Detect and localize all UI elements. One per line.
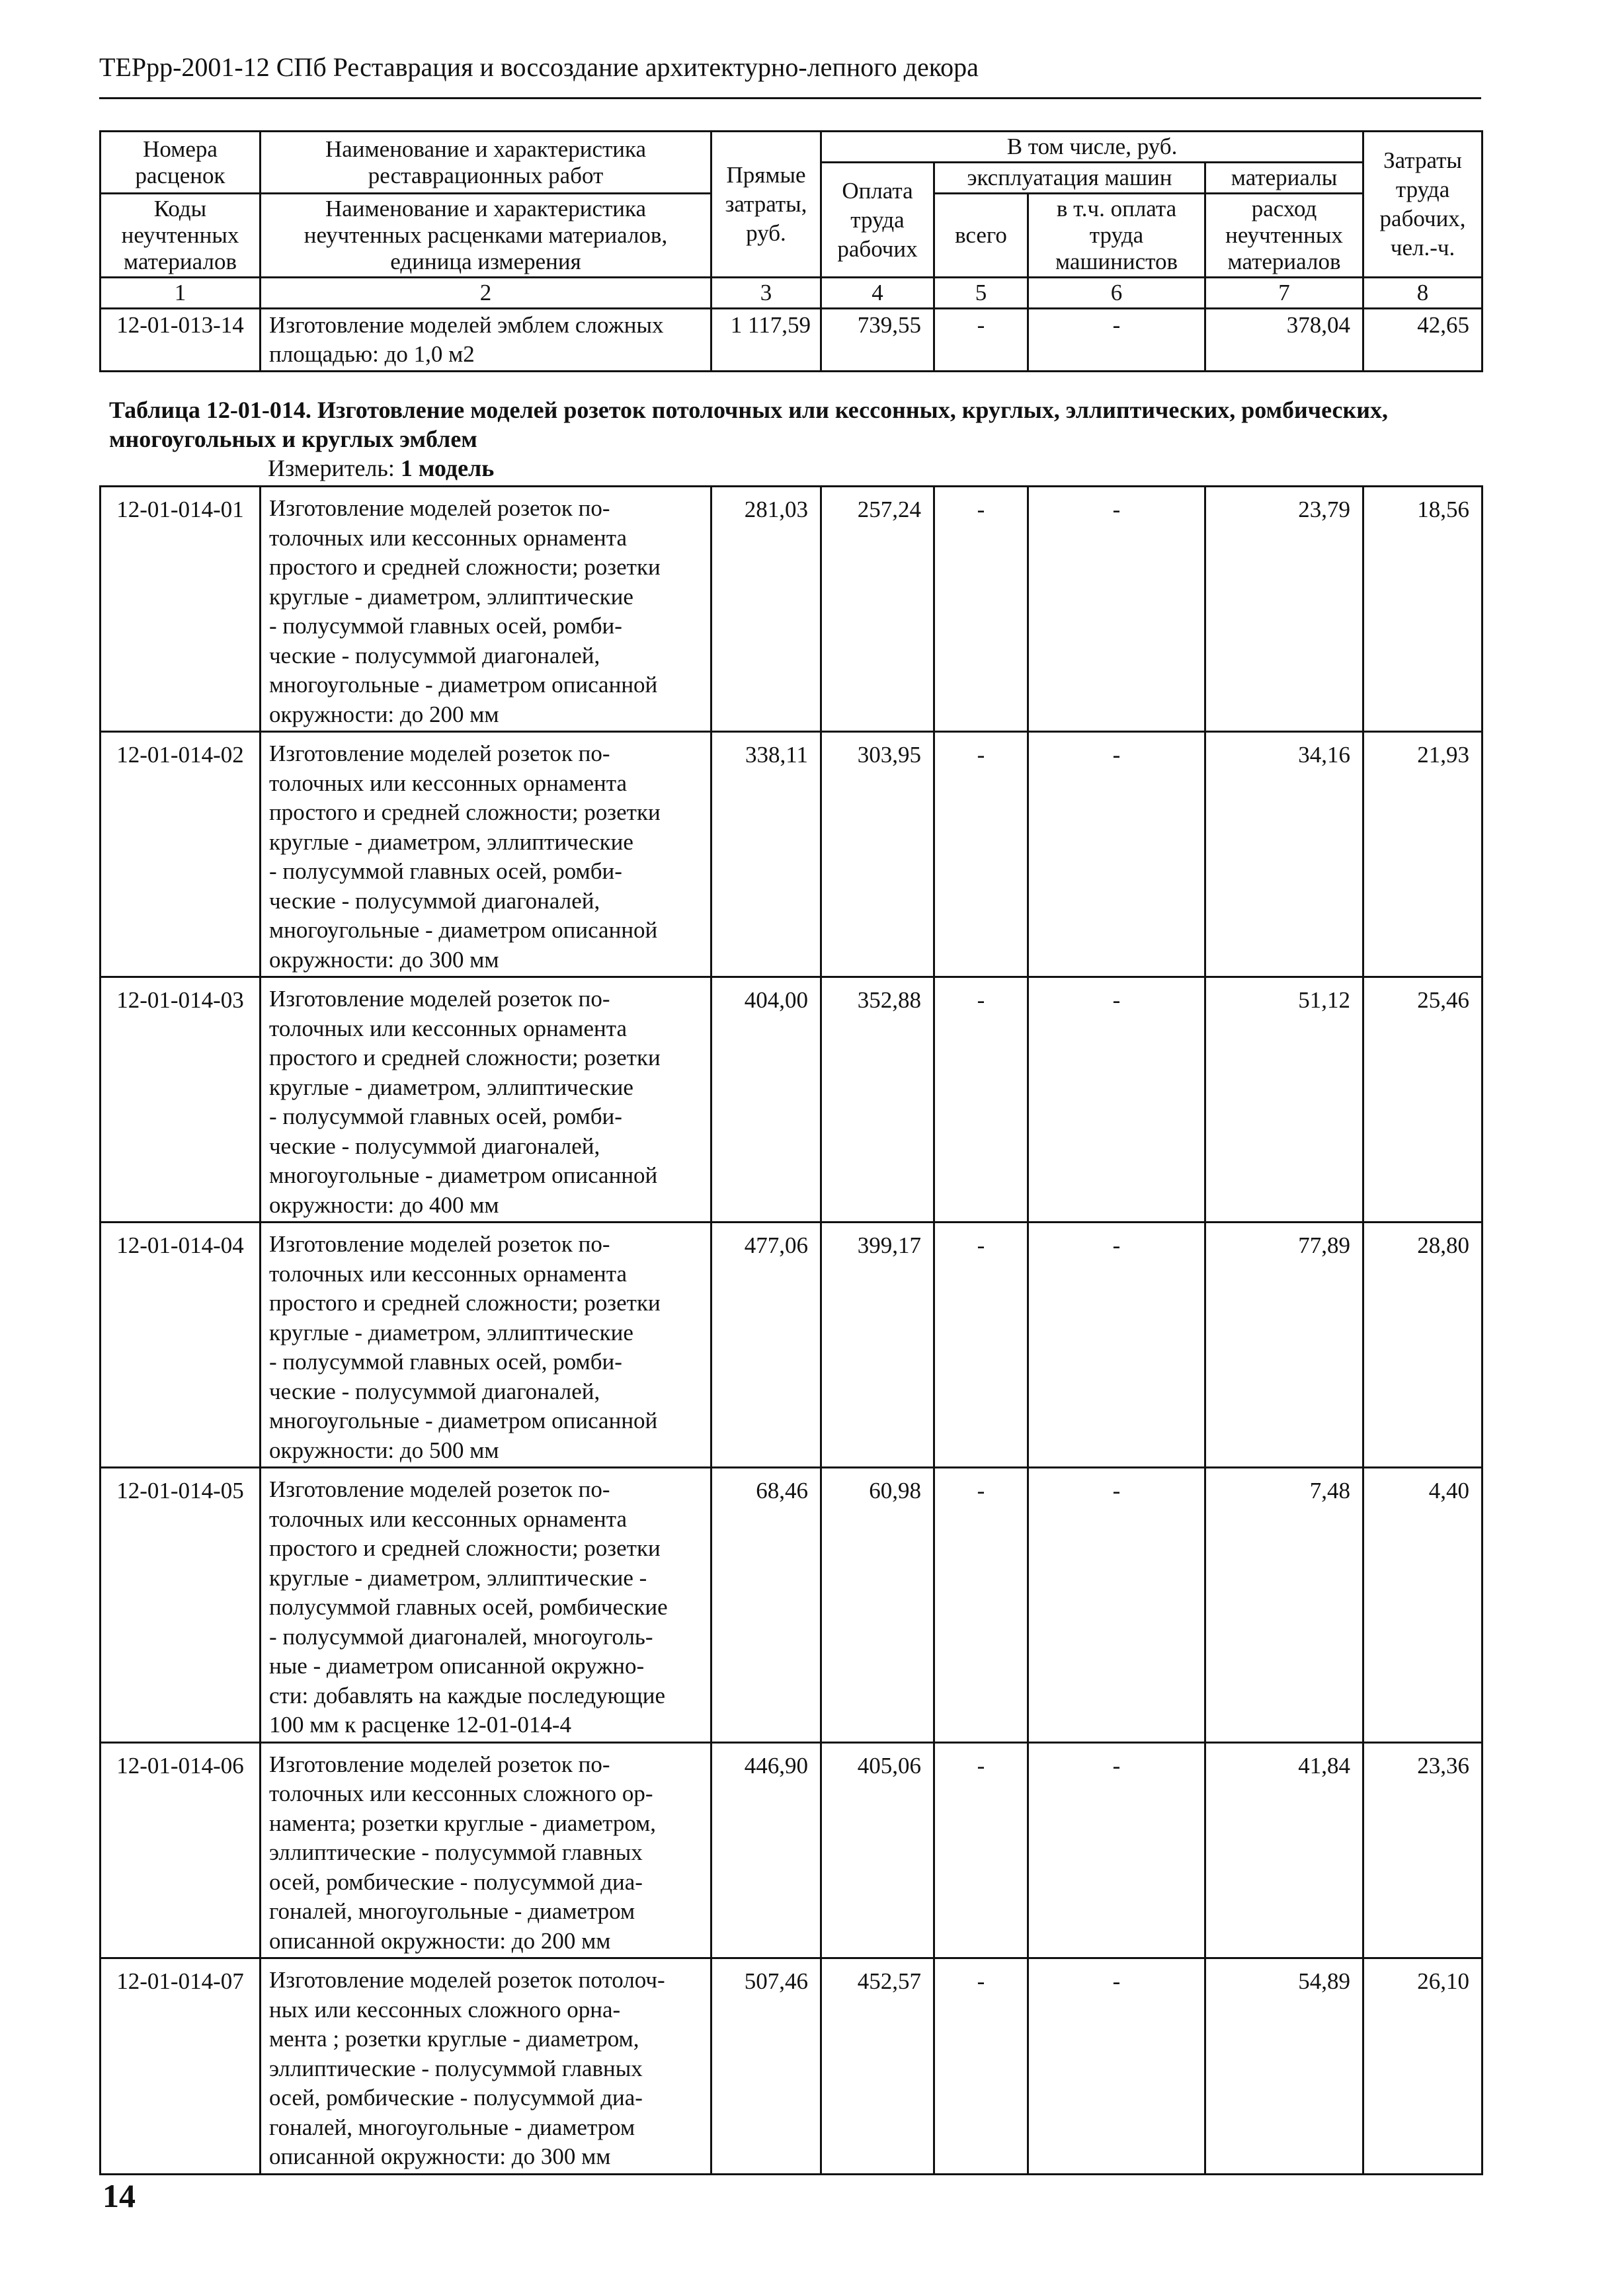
description-line: осей, ромбические - полусуммой диа-: [269, 1868, 643, 1895]
description-line: 100 мм к расценке 12-01-014-4: [269, 1712, 571, 1738]
labor-pay: 303,95: [821, 732, 934, 977]
rate-code: 12-01-013-14: [101, 309, 261, 372]
direct-costs: 68,46: [711, 1468, 821, 1743]
description-line: толочных или кессонных орнамента: [269, 770, 627, 796]
labor-hours: 28,80: [1363, 1223, 1482, 1468]
description-line: круглые - диаметром, эллиптические: [269, 583, 633, 610]
direct-costs: 477,06: [711, 1223, 821, 1468]
description-line: ческие - полусуммой диагоналей,: [269, 1378, 600, 1404]
machine-costs: -: [934, 1468, 1028, 1743]
description-line: описанной окружности: до 300 мм: [269, 2144, 611, 2169]
table-row: [101, 487, 1482, 732]
description-line: толочных или кессонных орнамента: [269, 1505, 627, 1532]
rate-code: 12-01-014-01: [101, 487, 261, 732]
column-header-table: [99, 130, 1483, 372]
rate-code: 12-01-014-07: [101, 1958, 261, 2175]
description-line: - полусуммой главных осей, ромби-: [269, 858, 622, 884]
operator-pay: -: [1028, 732, 1205, 977]
col-index: 5: [934, 278, 1028, 309]
direct-costs: 404,00: [711, 977, 821, 1223]
material-costs: 54,89: [1205, 1958, 1363, 2175]
description-line: осей, ромбические - полусуммой диа-: [269, 2085, 643, 2110]
description-line: многоугольные - диаметром описанной: [269, 1408, 658, 1433]
rate-description: [261, 732, 711, 977]
description-line: - полусуммой главных осей, ромби-: [269, 1349, 622, 1375]
measure-value: 1 модель: [400, 455, 495, 481]
description-line: многоугольные - диаметром описанной: [269, 1162, 658, 1188]
description-line: сти: добавлять на каждые последующие: [269, 1682, 665, 1708]
labor-pay: 257,24: [821, 487, 934, 732]
description-line: эллиптические - полусуммой главных: [269, 1839, 643, 1865]
machine-costs: -: [934, 1742, 1028, 1958]
rate-description: [261, 1958, 711, 2175]
description-line: гоналей, многоугольные - диаметром: [269, 1898, 635, 1924]
col-work-name: Наименование и характеристика реставрационных работ: [261, 132, 711, 194]
rates-table: [99, 485, 1483, 2175]
description-line: простого и средней сложности; розетки: [269, 1290, 661, 1316]
material-costs: 23,79: [1205, 487, 1363, 732]
table-row: [101, 1742, 1482, 1958]
description-line: намента; розетки круглые - диаметром,: [269, 1810, 657, 1836]
description-line: ческие - полусуммой диагоналей,: [269, 1133, 600, 1159]
material-costs: 34,16: [1205, 732, 1363, 977]
machine-costs: -: [934, 1958, 1028, 2175]
description-line: - полусуммой главных осей, ромби-: [269, 613, 622, 639]
description-line: Изготовление моделей розеток по-: [269, 1751, 610, 1777]
description-line: многоугольные - диаметром описанной: [269, 917, 658, 943]
table-row: [101, 1223, 1482, 1468]
description-line: толочных или кессонных орнамента: [269, 524, 627, 551]
rate-code: 12-01-014-03: [101, 977, 261, 1223]
labor-hours: 18,56: [1363, 487, 1482, 732]
description-line: описанной окружности: до 200 мм: [269, 1927, 611, 1954]
labor-hours: 25,46: [1363, 977, 1482, 1223]
rate-description: [261, 977, 711, 1223]
operator-pay: -: [1028, 487, 1205, 732]
table-row: [101, 1958, 1482, 2175]
description-line: мента ; розетки круглые - диаметром,: [269, 2026, 639, 2052]
table-row: [101, 1468, 1482, 1743]
description-line: ческие - полусуммой диагоналей,: [269, 887, 600, 914]
description-line: Изготовление моделей розеток по-: [269, 1231, 610, 1257]
operator-pay: -: [1028, 1742, 1205, 1958]
col-materials-unaccounted: расход неучтенных материалов: [1205, 194, 1363, 278]
direct-costs: 446,90: [711, 1742, 821, 1958]
col-index: 6: [1028, 278, 1205, 309]
col-index: 7: [1205, 278, 1363, 309]
material-costs: 7,48: [1205, 1468, 1363, 1743]
rate-description: [261, 1742, 711, 1958]
description-line: круглые - диаметром, эллиптические -: [269, 1564, 647, 1591]
machine-costs: -: [934, 309, 1028, 372]
description-line: - полусуммой диагоналей, многоуголь-: [269, 1623, 653, 1650]
table-measure: [268, 454, 494, 482]
description-line: простого и средней сложности; розетки: [269, 1535, 661, 1561]
description-line: полусуммой главных осей, ромбические: [269, 1594, 668, 1620]
table-row: [101, 977, 1482, 1223]
col-machine-total: всего: [934, 194, 1028, 278]
labor-pay: 452,57: [821, 1958, 934, 2175]
description-line: Изготовление моделей розеток по-: [269, 986, 610, 1012]
machine-costs: -: [934, 732, 1028, 977]
description-line: толочных или кессонных орнамента: [269, 1015, 627, 1041]
description-line: окружности: до 500 мм: [269, 1437, 499, 1463]
col-labor-pay: Оплата труда рабочих: [821, 163, 934, 278]
rate-code: 12-01-014-02: [101, 732, 261, 977]
col-rate-numbers: Номера расценок: [101, 132, 261, 194]
rate-code: 12-01-014-04: [101, 1223, 261, 1468]
description-line: простого и средней сложности; розетки: [269, 1045, 661, 1070]
labor-hours: 26,10: [1363, 1958, 1482, 2175]
rate-description: [261, 487, 711, 732]
description-line: круглые - диаметром, эллиптические: [269, 828, 633, 855]
table-row: [101, 309, 1482, 372]
page-header-title: ТЕРрр-2001-12 СПб Реставрация и воссоздание архитектурно-лепного декора: [99, 52, 979, 82]
description-line: многоугольные - диаметром описанной: [269, 672, 658, 698]
page-number: 14: [102, 2177, 136, 2214]
direct-costs: 281,03: [711, 487, 821, 732]
description-line: Изготовление моделей розеток по-: [269, 741, 610, 766]
labor-hours: 4,40: [1363, 1468, 1482, 1743]
machine-costs: -: [934, 487, 1028, 732]
col-index: 3: [711, 278, 821, 309]
description-line: Изготовление моделей розеток по-: [269, 1476, 610, 1502]
column-index-row: [101, 278, 1482, 309]
description-line: Изготовление моделей розеток потолоч-: [269, 1967, 665, 1993]
col-labor-costs: Затраты труда рабочих, чел.-ч.: [1363, 132, 1482, 278]
col-index: 8: [1363, 278, 1482, 309]
description-line: Изготовление моделей розеток по-: [269, 495, 610, 521]
table-row: [101, 732, 1482, 977]
description-line: окружности: до 400 мм: [269, 1191, 499, 1218]
col-material-codes: Коды неучтенных материалов: [101, 194, 261, 278]
description-line: ных или кессонных сложного орна-: [269, 1996, 621, 2023]
direct-costs: 1 117,59: [711, 309, 821, 372]
operator-pay: -: [1028, 977, 1205, 1223]
col-material-name: Наименование и характеристика неучтенных расценками материалов, единица измерения: [261, 194, 711, 278]
description-line: ческие - полусуммой диагоналей,: [269, 642, 600, 668]
rate-description: [261, 1468, 711, 1743]
labor-hours: 21,93: [1363, 732, 1482, 977]
description-line: толочных или кессонных сложного ор-: [269, 1781, 653, 1806]
description-line: ные - диаметром описанной окружно-: [269, 1653, 645, 1679]
labor-pay: 399,17: [821, 1223, 934, 1468]
labor-pay: 60,98: [821, 1468, 934, 1743]
material-costs: 41,84: [1205, 1742, 1363, 1958]
labor-hours: 42,65: [1363, 309, 1482, 372]
labor-pay: 405,06: [821, 1742, 934, 1958]
measure-label: Измеритель:: [268, 455, 395, 481]
description-line: гоналей, многоугольные - диаметром: [269, 2114, 635, 2140]
rate-description: [261, 1223, 711, 1468]
rate-code: 12-01-014-05: [101, 1468, 261, 1743]
labor-pay: 352,88: [821, 977, 934, 1223]
col-machine-ops: эксплуатация машин: [934, 163, 1205, 194]
machine-costs: -: [934, 1223, 1028, 1468]
description-line: окружности: до 300 мм: [269, 946, 499, 973]
machine-costs: -: [934, 977, 1028, 1223]
col-materials: материалы: [1205, 163, 1363, 194]
direct-costs: 507,46: [711, 1958, 821, 2175]
col-direct-costs: Прямые затраты, руб.: [711, 132, 821, 278]
operator-pay: -: [1028, 1468, 1205, 1743]
operator-pay: -: [1028, 1223, 1205, 1468]
description-line: простого и средней сложности; розетки: [269, 799, 661, 825]
description-line: круглые - диаметром, эллиптические: [269, 1074, 633, 1100]
rate-code: 12-01-014-06: [101, 1742, 261, 1958]
operator-pay: -: [1028, 1958, 1205, 2175]
description-line: окружности: до 200 мм: [269, 701, 499, 727]
description-line: простого и средней сложности; розетки: [269, 554, 661, 580]
material-costs: 378,04: [1205, 309, 1363, 372]
col-index: 4: [821, 278, 934, 309]
col-operator-pay: в т.ч. оплата труда машинистов: [1028, 194, 1205, 278]
description-line: толочных или кессонных орнамента: [269, 1260, 627, 1287]
direct-costs: 338,11: [711, 732, 821, 977]
labor-hours: 23,36: [1363, 1742, 1482, 1958]
labor-pay: 739,55: [821, 309, 934, 372]
material-costs: 51,12: [1205, 977, 1363, 1223]
col-index: 2: [261, 278, 711, 309]
col-including: В том числе, руб.: [821, 132, 1363, 163]
description-line: круглые - диаметром, эллиптические: [269, 1319, 633, 1345]
col-index: 1: [101, 278, 261, 309]
header-rule: [99, 97, 1481, 99]
description-line: эллиптические - полусуммой главных: [269, 2055, 643, 2081]
description-line: - полусуммой главных осей, ромби-: [269, 1103, 622, 1129]
operator-pay: -: [1028, 309, 1205, 372]
table-title: Таблица 12-01-014. Изготовление моделей розеток потолочных или кессонных, круглых, эллиптических, ромбических, многоугольных и круглых эмблем: [109, 397, 1388, 452]
rate-description: Изготовление моделей эмблем сложных площадью: до 1,0 м2: [261, 309, 711, 372]
material-costs: 77,89: [1205, 1223, 1363, 1468]
